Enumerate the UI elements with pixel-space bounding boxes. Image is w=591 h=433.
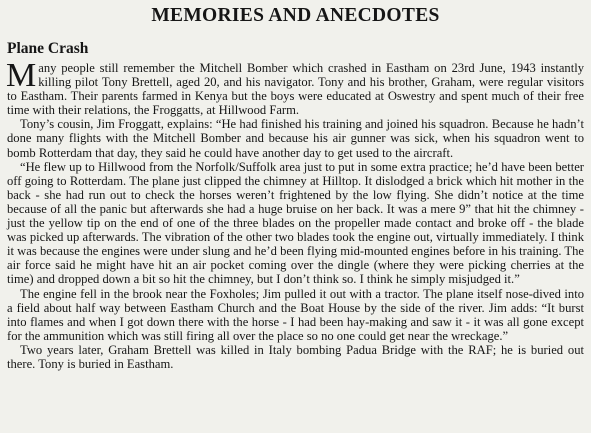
- paragraph-1-text: any people still remember the Mitchell Bomber which crashed in Eastham on 23rd June, 1943 instantly killing pilot Tony Brettell, aged 20, and his navigator. Tony and his brother, Graham, were regular visitors to Eastham. Their parents farmed in Kenya but the boys were educated at Oswestry and spent much of their free time with their relations, the Froggatts, at Hillwood Farm.: [7, 61, 584, 118]
- section-heading: Plane Crash: [7, 40, 89, 57]
- paragraph-4: The engine fell in the brook near the Foxholes; Jim pulled it out with a tractor. The plane itself nose-dived into a field about half way between Eastham Church and the Boat House by the side of the river. Jim adds: “It burst into flames and when I got down there with the horse - I had been hay-making and saw it - it was all gone except for the ammunition which was still firing all over the place so no one could get near the wreckage.”: [7, 286, 584, 343]
- paragraph-3: “He flew up to Hillwood from the Norfolk/Suffolk area just to put in some extra practice; he’d have been better off going to Rotterdam. The plane just clipped the chimney at Hilltop. It dislodged a brick which hit mother in the back - she had run out to check the horses weren’t frightened by the low flying. She didn’t notice at the time because of all the panic but afterwards she had a huge bruise on her back. It was a mere 9” that hit the chimney - just the yellow tip on the end of one of the three blades on the propeller made contact and broke off - the blade was picked up afterwards. The vibration of the other two blades took the engine out, virtually immediately. I think it was because the engines were under slung and he’d been flying mid-mounted engines before in his training. The air force said he might have hit an air pocket coming over the dingle (where they were picking cherries at the time) and dropped down a bit so hit the chimney, but I don’t think so. I think he simply misjudged it.”: [7, 159, 584, 287]
- page-title: MEMORIES AND ANECDOTES: [151, 5, 440, 26]
- paragraph-2: Tony’s cousin, Jim Froggatt, explains: “He had finished his training and joined his squadron. Because he hadn’t done many flights with the Mitchell Bomber and because his air gunner was sick, when his squadron went to bomb Rotterdam that day, they said he could have another day to get used to the aircraft.: [7, 117, 584, 160]
- article-body: [6, 57, 584, 371]
- paragraph-1: [6, 57, 584, 118]
- paragraph-5: Two years later, Graham Brettell was killed in Italy bombing Padua Bridge with the RAF; he is buried out there. Tony is buried in Eastham.: [7, 342, 584, 371]
- drop-cap: M: [6, 57, 37, 94]
